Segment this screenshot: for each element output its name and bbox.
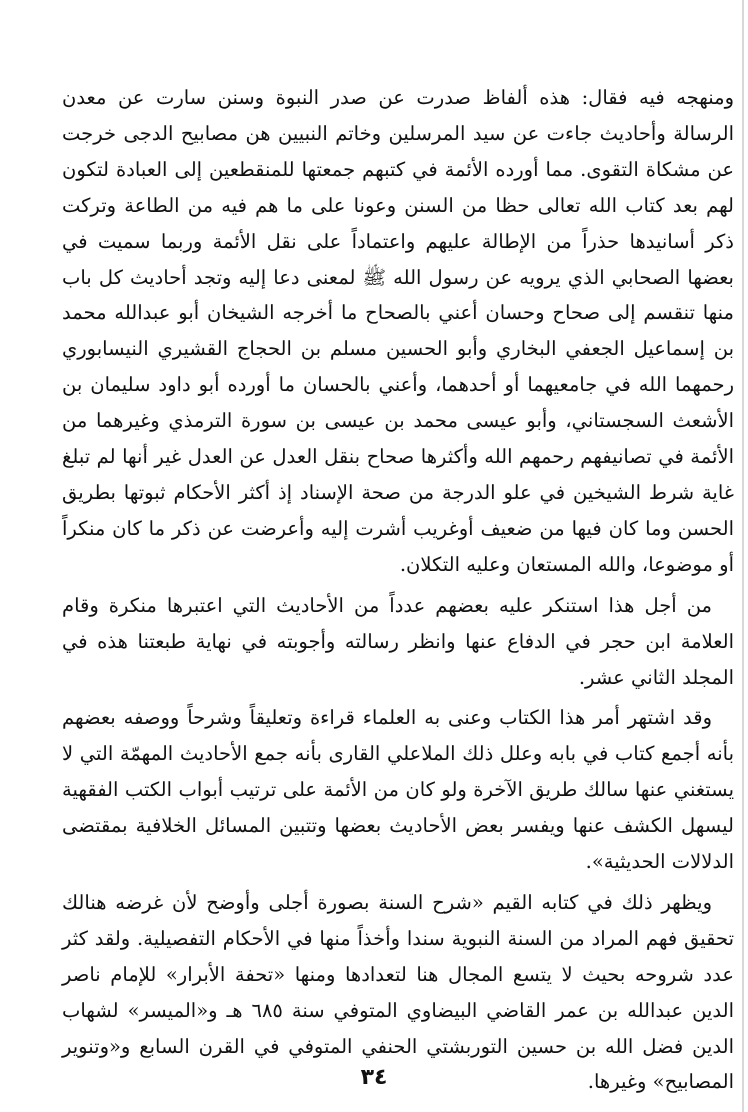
paragraph-4: ويظهر ذلك في كتابه القيم «شرح السنة بصورة أجلى وأوضح لأن غرضه هنالك تحقيق فهم المراد من السنة النبوية سندا وأخذاً منها في الأحكام التفصيلية. ولقد كثر عدد شروحه بحيث لا يتسع المجال هنا لتعدادها ومنها «تحفة الأبرار» للإمام ناصر الدين عبدالله بن عمر القاضي البيضاوي المتوفي سنة ٦٨٥ هـ و«الميسر» لشهاب الدين فضل الله بن حسين التوربشتي الحنفي المتوفي في القرن السابع و«وتنوير المصابيح» وغيرها. bbox=[62, 890, 734, 1094]
paragraph-2: من أجل هذا استنكر عليه بعضهم عدداً من الأحاديث التي اعتبرها منكرة وقام العلامة ابن حجر في الدفاع عنها وانظر رسالته وأجوبته في نهاية طبعتنا هذه في المجلد الثاني عشر. bbox=[62, 593, 734, 689]
page-number: ٣٤ bbox=[360, 1065, 388, 1090]
body-text bbox=[62, 80, 734, 1100]
paragraph-3: وقد اشتهر أمر هذا الكتاب وعنى به العلماء قراءة وتعليقاً وشرحاً ووصفه بعضهم بأنه أجمع كتاب في بابه وعلل ذلك الملاعلي القارى بأنه جمع الأحاديث المهمّة التي لا يستغني عنها سالك طريق الآخرة ولو كان من الأئمة على ترتيب أبواب الكتب الفقهية ليسهل الكشف عنها ويفسر بعض الأحاديث بعضها وتتبين المسائل الخلافية بمقتضى الدلالات الحديثية». bbox=[62, 706, 734, 874]
paragraph-1: ومنهجه فيه فقال: هذه ألفاظ صدرت عن صدر النبوة وسنن سارت عن معدن الرسالة وأحاديث جاءت عن سيد المرسلين وخاتم النبيين هن مصابيح الدجى خرجت عن مشكاة التقوى. مما أورده الأئمة في كتبهم جمعتها للمنقطعين إلى العبادة لتكون لهم بعد كتاب الله تعالى حظا من السنن وعونا على ما هم فيه من الطاعة وتركت ذكر أسانيدها حذراً من الإطالة عليهم واعتماداً على نقل الأئمة وربما سميت في بعضها الصحابي الذي يرويه عن رسول الله ﷺ لمعنى دعا إليه وتجد أحاديث كل باب منها تنقسم إلى صحاح وحسان أعني بالصحاح ما أخرجه الشيخان أبو عبدالله محمد بن إسماعيل الجعفي البخاري وأبو الحسين مسلم بن الحجاج القشيري النيسابوري رحمهما الله في جامعيهما أو أحدهما، وأعني بالحسان ما أورده أبو داود سليمان بن الأشعث السجستاني، وأبو عيسى محمد بن عيسى بن سورة الترمذي وغيرهما من الأئمة في تصانيفهم رحمهم الله وأكثرها صحاح بنقل العدل عن العدل غير أنها لم تبلغ غاية شرط الشيخين في علو الدرجة من صحة الإسناد إذ أكثر الأحكام ثبوتها بطريق الحسن وما كان فيها من ضعيف أوغريب أشرت إليه وأعرضت عن ذكر ما كان منكراً أو موضوعا، والله المستعان وعليه التكلان. bbox=[62, 86, 735, 576]
page-edge-line bbox=[742, 0, 744, 1112]
